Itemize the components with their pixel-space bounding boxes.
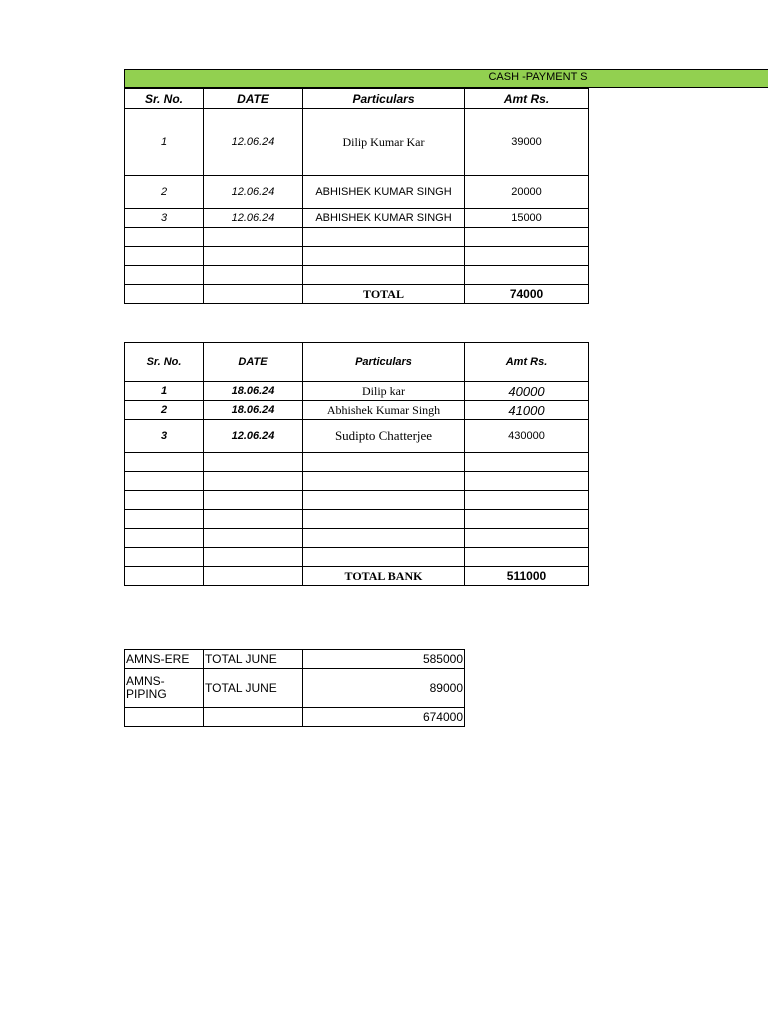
- summary-row: [125, 650, 465, 669]
- empty-row: [125, 472, 589, 491]
- header-sr-no: Sr. No.: [125, 89, 204, 109]
- empty-row: [125, 247, 589, 266]
- summary-total-row: [125, 708, 465, 727]
- cell-amount: 39000: [465, 109, 589, 176]
- summary-site: AMNS-PIPING: [125, 669, 204, 708]
- summary-value: 585000: [303, 650, 465, 669]
- cell-amount: 41000: [465, 401, 589, 420]
- header-amount: Amt Rs.: [465, 89, 589, 109]
- cell-particulars: Abhishek Kumar Singh: [303, 401, 465, 420]
- empty-row: [125, 266, 589, 285]
- empty-row: [125, 510, 589, 529]
- empty-row: [125, 453, 589, 472]
- header-date: DATE: [204, 89, 303, 109]
- cell-sr: 1: [125, 382, 204, 401]
- cash-payment-table: [124, 88, 589, 304]
- total-bank-value: 511000: [465, 567, 589, 586]
- cell-date: 12.06.24: [204, 176, 303, 209]
- table-row: [125, 420, 589, 453]
- empty-row: [125, 491, 589, 510]
- summary-label: TOTAL JUNE: [204, 650, 303, 669]
- summary-value: 89000: [303, 669, 465, 708]
- empty-row: [125, 228, 589, 247]
- summary-row: [125, 669, 465, 708]
- cash-payment-title: CASH -PAYMENT S: [488, 71, 588, 83]
- table-header-row: [125, 343, 589, 382]
- cash-payment-title-bar: [124, 69, 768, 88]
- header-sr-no: Sr. No.: [125, 343, 204, 382]
- total-label: TOTAL: [303, 285, 465, 304]
- total-row: [125, 567, 589, 586]
- cell-particulars: Dilip kar: [303, 382, 465, 401]
- table-row: [125, 176, 589, 209]
- cell-sr: 3: [125, 420, 204, 453]
- summary-label: TOTAL JUNE: [204, 669, 303, 708]
- total-row: [125, 285, 589, 304]
- empty-row: [125, 548, 589, 567]
- cell-amount: 430000: [465, 420, 589, 453]
- empty-row: [125, 529, 589, 548]
- total-bank-label: TOTAL BANK: [303, 567, 465, 586]
- cell-date: 18.06.24: [204, 382, 303, 401]
- summary-table: [124, 649, 465, 727]
- cell-particulars: ABHISHEK KUMAR SINGH: [303, 176, 465, 209]
- cell-date: 12.06.24: [204, 109, 303, 176]
- header-particulars: Particulars: [303, 89, 465, 109]
- cell-particulars: Sudipto Chatterjee: [303, 420, 465, 453]
- cell-date: 12.06.24: [204, 209, 303, 228]
- cell-amount: 40000: [465, 382, 589, 401]
- cell-sr: 1: [125, 109, 204, 176]
- grand-total-value: 674000: [303, 708, 465, 727]
- table-row: [125, 382, 589, 401]
- cell-sr: 3: [125, 209, 204, 228]
- cell-particulars: Dilip Kumar Kar: [303, 109, 465, 176]
- title-bar-border: [124, 70, 125, 87]
- header-amount: Amt Rs.: [465, 343, 589, 382]
- total-value: 74000: [465, 285, 589, 304]
- summary-site: AMNS-ERE: [125, 650, 204, 669]
- table-row: [125, 209, 589, 228]
- cell-sr: 2: [125, 176, 204, 209]
- table-row: [125, 401, 589, 420]
- table-row: [125, 109, 589, 176]
- cell-sr: 2: [125, 401, 204, 420]
- bank-payment-table: [124, 342, 589, 586]
- cell-particulars: ABHISHEK KUMAR SINGH: [303, 209, 465, 228]
- cell-date: 18.06.24: [204, 401, 303, 420]
- header-particulars: Particulars: [303, 343, 465, 382]
- header-date: DATE: [204, 343, 303, 382]
- cell-amount: 20000: [465, 176, 589, 209]
- cell-date: 12.06.24: [204, 420, 303, 453]
- cell-amount: 15000: [465, 209, 589, 228]
- table-header-row: [125, 89, 589, 109]
